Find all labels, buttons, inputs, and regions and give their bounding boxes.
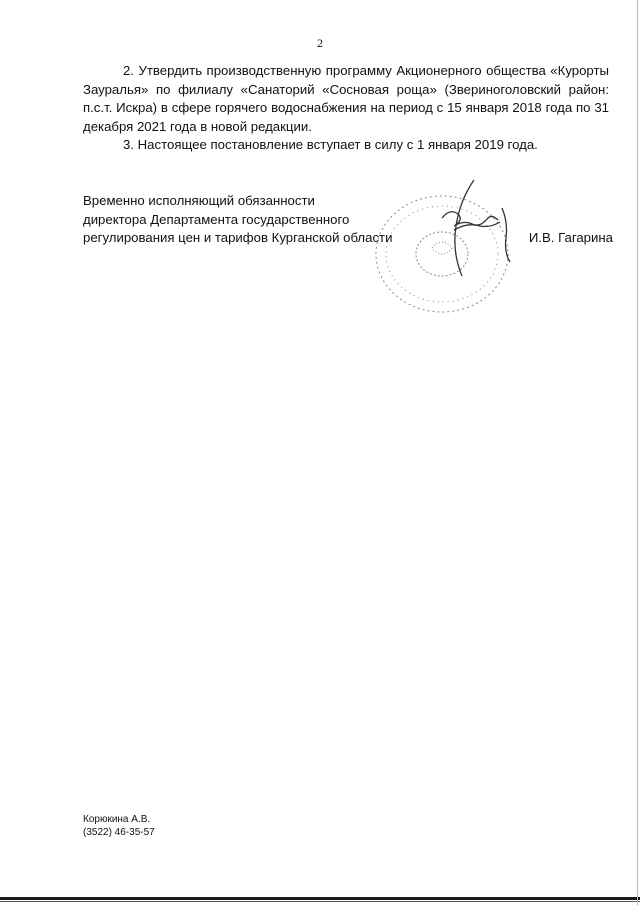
scan-edge-right: [634, 0, 640, 905]
document-body: [83, 62, 609, 155]
paragraph-3: 3. Настоящее постановление вступает в силу с 1 января 2019 года.: [123, 137, 538, 152]
scan-edge-bottom: [0, 893, 640, 905]
signer-position-line-3: регулирования цен и тарифов Курганской области: [83, 230, 393, 245]
executor-info: [83, 813, 155, 839]
signer-name: И.В. Гагарина: [528, 230, 613, 245]
signer-position-line-1: Временно исполняющий обязанности: [83, 193, 315, 208]
executor-phone: (3522) 46-35-57: [83, 827, 155, 838]
executor-name: Корюкина А.В.: [83, 814, 151, 825]
paragraph-2: 2. Утвердить производственную программу Акционерного общества «Курорты Зауралья» по филиалу «Санаторий «Сосновая роща» (Звериноголовский район: п.с.т. Искра) в сфере горячего водоснабжения на период с 15 января 2018 года по 31 декабря 2021 года в новой редакции.: [83, 63, 609, 134]
page-number: 2: [317, 36, 323, 50]
signature-block: [83, 192, 613, 248]
signer-position-line-2: директора Департамента государственного: [83, 211, 350, 227]
